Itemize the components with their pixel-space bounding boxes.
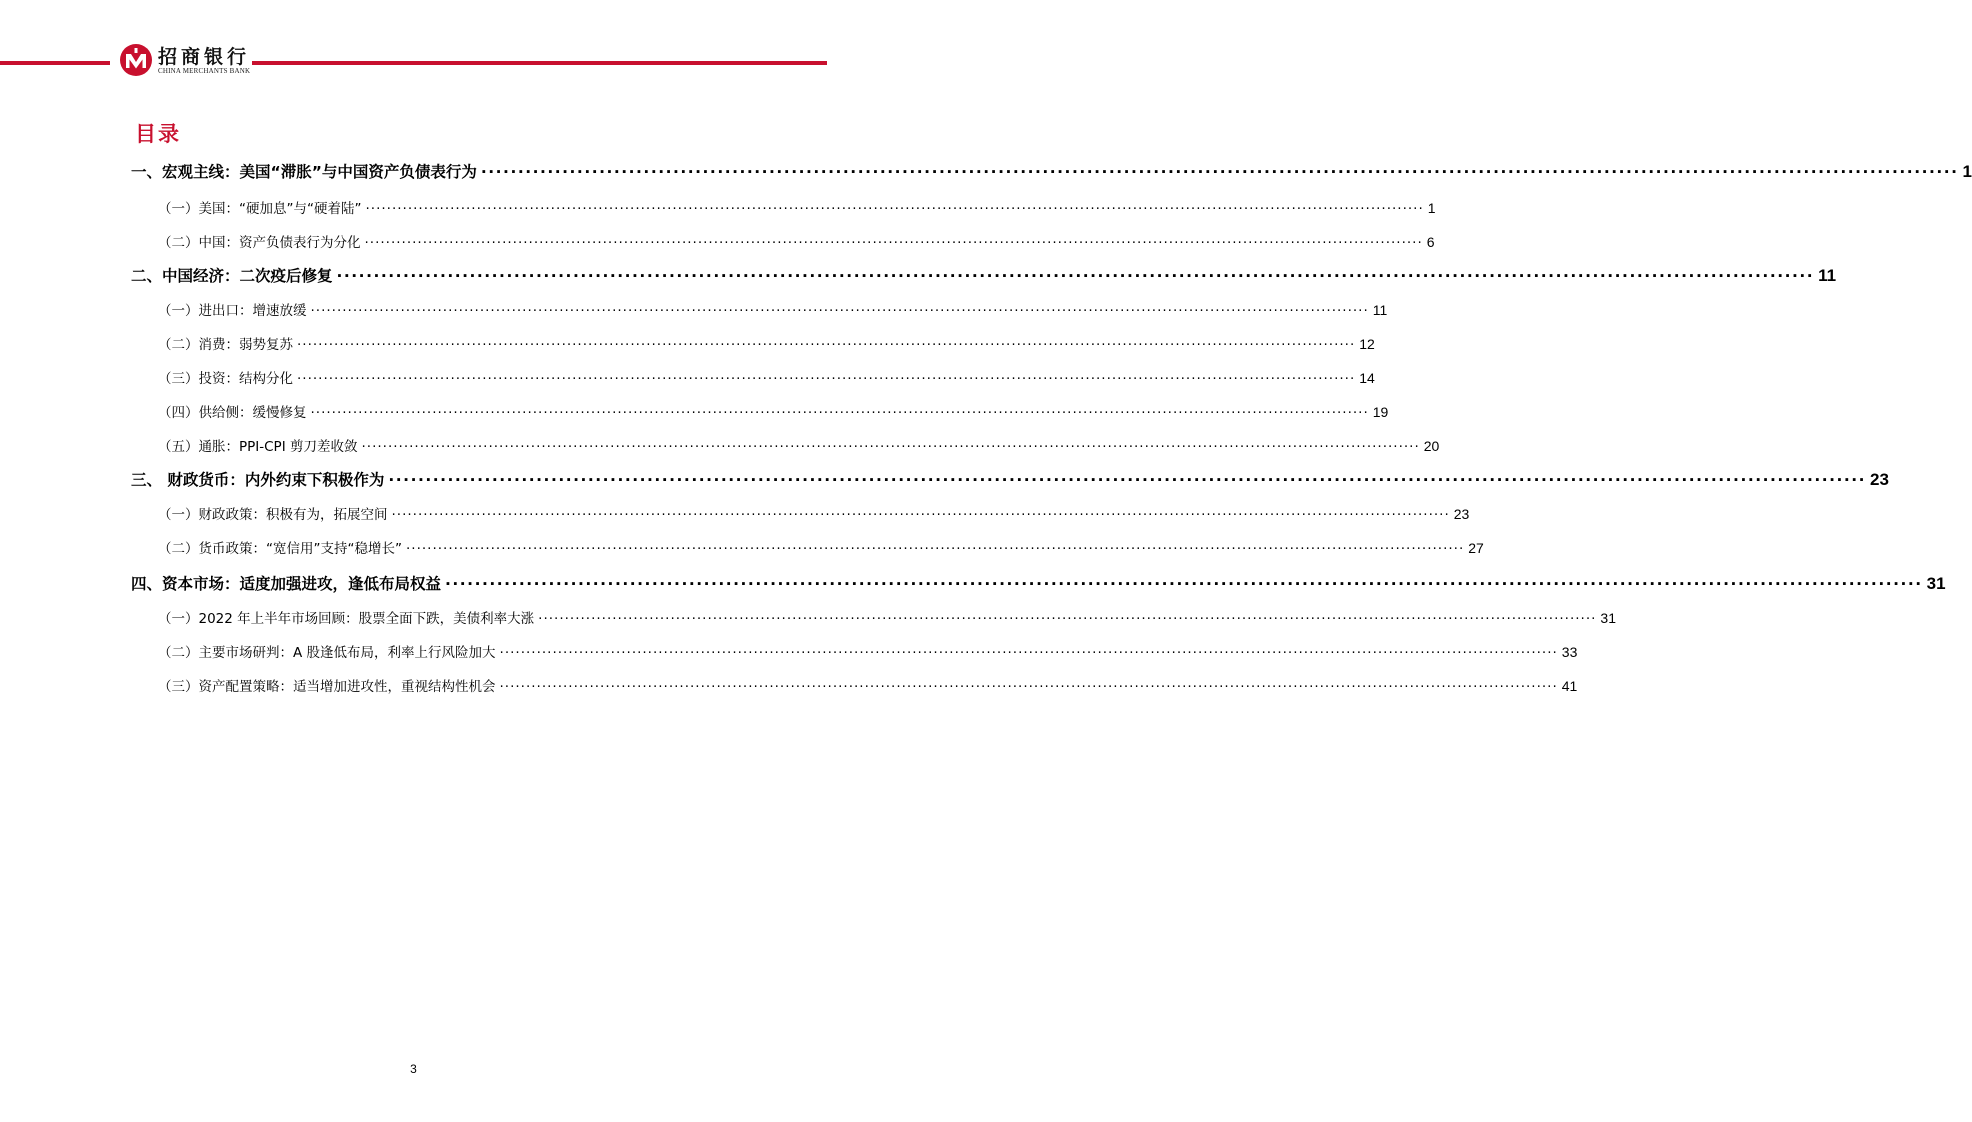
toc-entry-subsection[interactable] xyxy=(158,299,1388,319)
toc-entry-label: 一、宏观主线：美国“滞胀”与中国资产负债表行为 xyxy=(131,163,477,181)
toc-dot-leader: ········································································································································································································ xyxy=(480,163,1959,181)
toc-entry-page: 23 xyxy=(1453,506,1470,522)
bank-name-english: CHINA MERCHANTS BANK xyxy=(158,67,251,75)
toc-entry-label: （一）美国：“硬加息”与“硬着陆” xyxy=(158,201,362,217)
toc-dot-leader: ········································································································································································································ xyxy=(336,267,1815,285)
toc-entry-label: （四）供给侧：缓慢修复 xyxy=(158,405,307,421)
toc-entry-page: 31 xyxy=(1926,574,1946,593)
bank-logo-icon xyxy=(119,43,153,77)
toc-entry-subsection[interactable] xyxy=(158,503,1470,523)
toc-entry-page: 33 xyxy=(1561,644,1578,660)
page-number: 3 xyxy=(410,1062,417,1076)
toc-entry-label: （二）货币政策：“宽信用”支持“稳增长” xyxy=(158,541,402,557)
toc-dot-leader: ········································································································································································································ xyxy=(310,303,1369,319)
toc-entry-page: 19 xyxy=(1372,404,1389,420)
toc-dot-leader: ········································································································································································································ xyxy=(499,679,1558,695)
toc-entry-label: （一）进出口：增速放缓 xyxy=(158,303,307,319)
toc-dot-leader: ········································································································································································································ xyxy=(538,611,1597,627)
toc-entry-subsection[interactable] xyxy=(158,333,1375,353)
toc-entry-label: （三）投资：结构分化 xyxy=(158,371,293,387)
toc-entry-page: 41 xyxy=(1561,678,1578,694)
toc-entry-label: （二）主要市场研判：A 股逢低布局，利率上行风险加大 xyxy=(158,645,496,661)
toc-entry-page: 11 xyxy=(1818,266,1837,285)
toc-entry-subsection[interactable] xyxy=(158,367,1375,387)
toc-entry-label: 二、中国经济：二次疫后修复 xyxy=(131,267,333,285)
toc-dot-leader: ········································································································································································································ xyxy=(297,371,1356,387)
toc-entry-label: （一）2022 年上半年市场回顾：股票全面下跌，美债利率大涨 xyxy=(158,611,535,627)
toc-entry-subsection[interactable] xyxy=(158,435,1440,455)
toc-entry-page: 23 xyxy=(1870,470,1889,489)
toc-entry-page: 6 xyxy=(1426,234,1435,250)
toc-entry-subsection[interactable] xyxy=(158,537,1484,557)
toc-dot-leader: ········································································································································································································ xyxy=(364,235,1423,251)
toc-title: 目录 xyxy=(135,122,181,146)
header-rule-right xyxy=(252,61,827,65)
toc-entry-section[interactable] xyxy=(131,264,1837,286)
toc-dot-leader: ········································································································································································································ xyxy=(388,471,1867,489)
toc-dot-leader: ········································································································································································································ xyxy=(365,201,1424,217)
bank-name-chinese: 招商银行 xyxy=(158,46,251,68)
toc-dot-leader: ········································································································································································································ xyxy=(310,405,1369,421)
toc-dot-leader: ········································································································································································································ xyxy=(361,439,1420,455)
toc-entry-subsection[interactable] xyxy=(158,607,1616,627)
toc-dot-leader: ········································································································································································································ xyxy=(445,575,1923,593)
toc-entry-page: 1 xyxy=(1427,200,1436,216)
toc-entry-subsection[interactable] xyxy=(158,675,1578,695)
toc-entry-label: （二）中国：资产负债表行为分化 xyxy=(158,235,361,251)
toc-entry-page: 14 xyxy=(1359,370,1375,386)
toc-entry-label: （三）资产配置策略：适当增加进攻性，重视结构性机会 xyxy=(158,679,496,695)
toc-entry-subsection[interactable] xyxy=(158,401,1389,421)
toc-entry-page: 20 xyxy=(1423,438,1440,454)
toc-entry-section[interactable] xyxy=(131,160,1972,182)
toc-dot-leader: ········································································································································································································ xyxy=(297,337,1356,353)
toc-entry-label: 四、资本市场：适度加强进攻，逢低布局权益 xyxy=(131,575,442,593)
toc-entry-page: 1 xyxy=(1962,162,1972,181)
page-header xyxy=(0,0,827,90)
toc-dot-leader: ········································································································································································································ xyxy=(391,507,1450,523)
toc-entry-section[interactable] xyxy=(131,468,1889,490)
toc-entry-subsection[interactable] xyxy=(158,641,1578,661)
toc-entry-label: （二）消费：弱势复苏 xyxy=(158,337,293,353)
toc-entry-section[interactable] xyxy=(131,572,1946,594)
toc-entry-page: 31 xyxy=(1600,610,1616,626)
toc-entry-subsection[interactable] xyxy=(158,231,1435,251)
toc-entry-page: 12 xyxy=(1359,336,1375,352)
toc-entry-label: 三、 财政货币：内外约束下积极作为 xyxy=(131,471,385,489)
toc-entry-label: （五）通胀：PPI-CPI 剪刀差收敛 xyxy=(158,439,358,455)
toc-entry-subsection[interactable] xyxy=(158,197,1436,217)
toc-entry-page: 27 xyxy=(1468,540,1484,556)
toc-entry-page: 11 xyxy=(1372,302,1388,318)
header-rule-left xyxy=(0,61,110,65)
toc-dot-leader: ········································································································································································································ xyxy=(499,645,1558,661)
toc-dot-leader: ········································································································································································································ xyxy=(405,541,1465,557)
toc-entry-label: （一）财政政策：积极有为，拓展空间 xyxy=(158,507,388,523)
